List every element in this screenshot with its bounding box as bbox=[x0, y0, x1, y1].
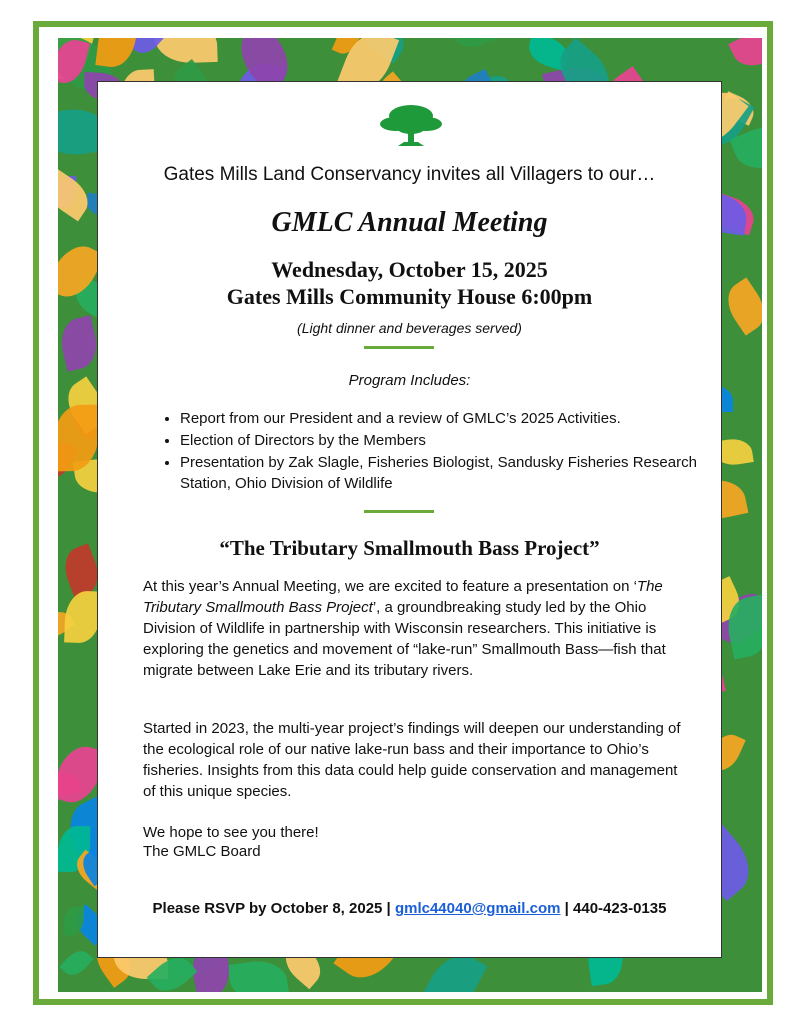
dinner-note: (Light dinner and beverages served) bbox=[297, 320, 522, 336]
findings-paragraph: Started in 2023, the multi-year project’s findings will deepen our understanding of the ecological role of our native lake-run bass and their importance to Ohio’s fisheries. Insights from this data could help guide conservation and management of this unique species. bbox=[143, 720, 681, 800]
phone-number: 440-423-0135 bbox=[573, 900, 667, 917]
leaf-shape bbox=[154, 38, 217, 64]
signature: The GMLC Board bbox=[143, 843, 261, 860]
leaf-shape bbox=[451, 38, 496, 53]
meeting-venue: Gates Mills Community House 6:00pm bbox=[226, 284, 593, 309]
meeting-date: Wednesday, October 15, 2025 bbox=[271, 257, 548, 282]
leaf-shape bbox=[228, 957, 290, 992]
rsvp-line: Please RSVP by October 8, 2025 | gmlc44040@gmail.com | 440-423-0135 bbox=[152, 900, 667, 917]
email-link[interactable]: gmlc44040@gmail.com bbox=[394, 900, 561, 917]
intro-paragraph: At this year’s Annual Meeting, we are excited to feature a presentation on ‘The Tributary Smallmouth Bass Project’, a groundbreaking study led by the Ohio Division of Wildlife in partnership with Wisconsin researchers. This initiative is exploring the genetics and movement of “lake-run” Smallmouth Bass—fish that migrate between Lake Erie and its tributary rivers. bbox=[143, 578, 666, 679]
divider bbox=[364, 346, 434, 349]
tree-icon bbox=[376, 102, 446, 152]
invitation-card bbox=[97, 81, 722, 958]
program-heading: Program Includes: bbox=[348, 372, 471, 389]
program-item: • Presentation by Zak Slagle, Fisheries Biologist, Sandusky Fisheries Research Station, Ohio Division of Wildlife bbox=[180, 452, 700, 494]
leaf-shape bbox=[59, 946, 93, 981]
program-list bbox=[164, 408, 700, 495]
closing-line: We hope to see you there! bbox=[143, 824, 319, 841]
closing bbox=[143, 823, 319, 861]
leaf-shape bbox=[728, 38, 762, 74]
invite-line: Gates Mills Land Conservancy invites all Villagers to our… bbox=[163, 164, 656, 185]
program-item: • Report from our President and a review of GMLC’s 2025 Activities. bbox=[180, 408, 700, 429]
leaf-shape bbox=[58, 315, 102, 372]
meeting-title: GMLC Annual Meeting bbox=[271, 207, 548, 238]
leaf-shape bbox=[719, 277, 762, 335]
project-title: “The Tributary Smallmouth Bass Project” bbox=[219, 536, 600, 560]
project-name-italic: The Tributary Smallmouth Bass Project bbox=[143, 578, 663, 616]
divider bbox=[364, 510, 434, 513]
program-item: • Election of Directors by the Members bbox=[180, 430, 700, 451]
leaf-shape bbox=[95, 38, 138, 70]
